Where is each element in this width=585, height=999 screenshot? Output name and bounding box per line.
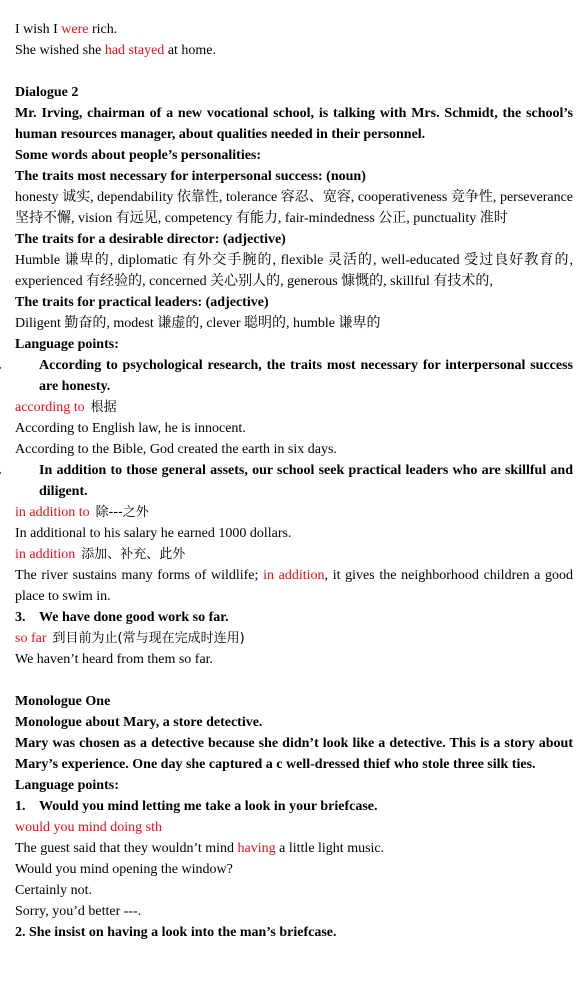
example-sentence: According to the Bible, God created the earth in six days. [15, 442, 337, 457]
example-sentence: According to English law, he is innocent. [15, 421, 246, 436]
phrase-meaning: 根据 [90, 400, 117, 415]
spacer [15, 61, 573, 82]
example-sentence: The river sustains many forms of wildlife; in addition, it gives the neighborhood children a good place to swim in. [15, 568, 573, 604]
phrase: would you mind doing sth [15, 820, 163, 835]
subheading: The traits for practical leaders: (adjective) [15, 295, 269, 310]
phrase: in addition to [15, 505, 90, 520]
phrase: in addition [15, 547, 76, 562]
subheading: Language points: [15, 337, 119, 352]
section-title: Monologue One [15, 694, 111, 709]
subheading: The traits most necessary for interpersonal success: (noun) [15, 169, 366, 184]
example-sentence: Sorry, you’d better ---. [15, 904, 142, 919]
phrase-meaning: 添加、补充、此外 [81, 547, 186, 562]
example-sentence: Certainly not. [15, 883, 92, 898]
section-description: Mr. Irving, chairman of a new vocational school, is talking with Mrs. Schmidt, the school’s human resources manager, about qualities needed in their personnel. [15, 106, 573, 142]
highlight: having [237, 841, 276, 856]
language-point: According to psychological research, the traits most necessary for interpersonal success are honesty. [39, 358, 573, 394]
highlight: were [61, 22, 89, 37]
subheading: Language points: [15, 778, 119, 793]
example-sentence: In additional to his salary he earned 1000 dollars. [15, 526, 292, 541]
phrase-line [15, 502, 573, 523]
language-point: 2. She insist on having a look into the man’s briefcase. [15, 925, 337, 940]
subheading: The traits for a desirable director: (adjective) [15, 232, 286, 247]
example-sentence: We haven’t heard from them so far. [15, 652, 214, 667]
phrase-meaning: 除---之外 [95, 505, 149, 520]
vocab-paragraph: honesty 诚实, dependability 依靠性, tolerance 容忍、宽容, cooperativeness 竞争性, perseverance 坚持不懈, vision 有远见, competency 有能力, fair-mindedness 公正, punctuality 准时 [15, 190, 573, 226]
language-point: 3. We have done good work so far. [15, 610, 229, 625]
highlight: had stayed [104, 43, 165, 58]
highlight: in addition [263, 568, 325, 583]
language-point: In addition to those general assets, our school seek practical leaders who are skillful and diligent. [39, 463, 573, 499]
example-sentence: Would you mind opening the window? [15, 862, 233, 877]
phrase-line [15, 544, 573, 565]
section-description: Mary was chosen as a detective because she didn’t look like a detective. This is a story about Mary’s experience. One day she captured a c well-dressed thief who stole three silk ties. [15, 736, 573, 772]
example-sentence: I wish I were rich. [15, 22, 118, 37]
phrase-line [15, 628, 573, 649]
phrase-line [15, 397, 573, 418]
section-subtitle: Monologue about Mary, a store detective. [15, 715, 263, 730]
example-sentence: The guest said that they wouldn’t mind having a little light music. [15, 841, 385, 856]
phrase: according to [15, 400, 85, 415]
vocab-paragraph: Diligent 勤奋的, modest 谦虚的, clever 聪明的, humble 谦卑的 [15, 316, 381, 331]
phrase-meaning: 到目前为止(常与现在完成时连用) [52, 631, 245, 646]
example-sentence: She wished she had stayed at home. [15, 43, 217, 58]
section-title: Dialogue 2 [15, 85, 79, 100]
language-point: 1. Would you mind letting me take a look in your briefcase. [15, 799, 378, 814]
vocab-paragraph: Humble 谦卑的, diplomatic 有外交手腕的, flexible 灵活的, well-educated 受过良好教育的, experienced 有经验的, concerned 关心别人的, generous 慷慨的, skillful 有技术的, [15, 253, 573, 289]
subheading: Some words about people’s personalities: [15, 148, 262, 163]
phrase: so far [15, 631, 47, 646]
spacer [15, 670, 573, 691]
